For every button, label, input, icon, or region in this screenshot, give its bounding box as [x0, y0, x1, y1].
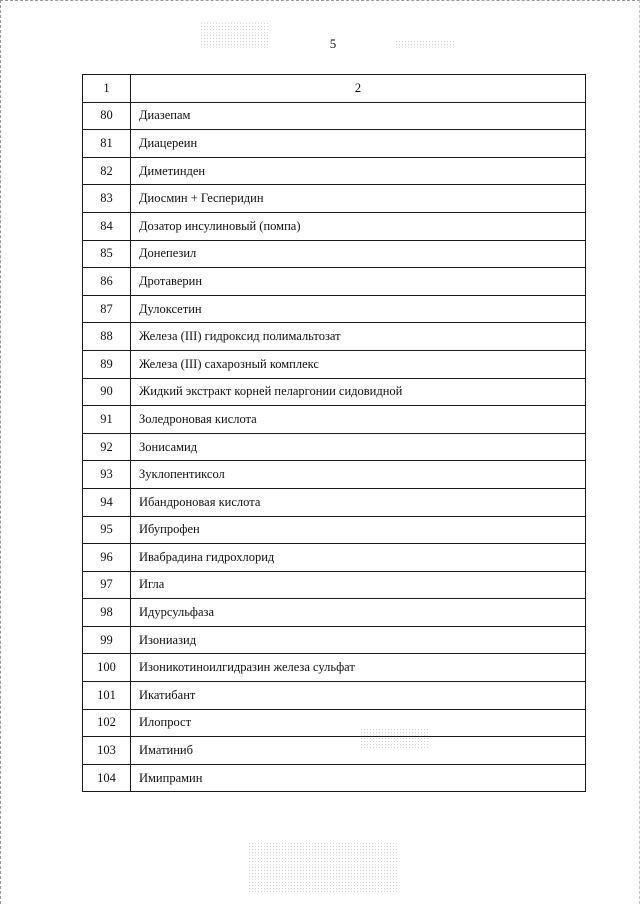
- row-number: 80: [83, 102, 131, 130]
- row-number: 97: [83, 571, 131, 599]
- table-row: [83, 682, 586, 710]
- row-name: Икатибант: [131, 682, 586, 710]
- row-name: Дротаверин: [131, 268, 586, 296]
- row-name: Изониазид: [131, 626, 586, 654]
- table-row: [83, 102, 586, 130]
- table-row: [83, 516, 586, 544]
- row-name: Зонисамид: [131, 433, 586, 461]
- row-name: Золедроновая кислота: [131, 406, 586, 434]
- row-name: Идурсульфаза: [131, 599, 586, 627]
- table-body: [83, 102, 586, 792]
- scan-noise: [248, 842, 398, 892]
- row-number: 81: [83, 130, 131, 158]
- row-number: 82: [83, 157, 131, 185]
- row-number: 87: [83, 295, 131, 323]
- row-number: 94: [83, 488, 131, 516]
- row-number: 95: [83, 516, 131, 544]
- table-row: [83, 626, 586, 654]
- row-number: 96: [83, 544, 131, 572]
- row-name: Жидкий экстракт корней пеларгонии сидовидной: [131, 378, 586, 406]
- table-row: [83, 654, 586, 682]
- row-number: 102: [83, 709, 131, 737]
- items-table: [82, 74, 586, 792]
- row-name: Ибандроновая кислота: [131, 488, 586, 516]
- table-row: [83, 130, 586, 158]
- row-name: Диметинден: [131, 157, 586, 185]
- table-row: [83, 737, 586, 765]
- row-name: Игла: [131, 571, 586, 599]
- row-name: Ивабрадина гидрохлорид: [131, 544, 586, 572]
- table-row: [83, 488, 586, 516]
- table-row: [83, 185, 586, 213]
- row-number: 84: [83, 212, 131, 240]
- table-row: [83, 350, 586, 378]
- table-row: [83, 709, 586, 737]
- page-number: 5: [329, 36, 337, 51]
- row-name: Железа (III) гидроксид полимальтозат: [131, 323, 586, 351]
- row-number: 89: [83, 350, 131, 378]
- row-name: Диосмин + Гесперидин: [131, 185, 586, 213]
- row-number: 88: [83, 323, 131, 351]
- row-number: 85: [83, 240, 131, 268]
- table-row: [83, 544, 586, 572]
- row-name: Железа (III) сахарозный комплекс: [131, 350, 586, 378]
- header-col-name: 2: [131, 75, 586, 103]
- table-row: [83, 461, 586, 489]
- row-number: 90: [83, 378, 131, 406]
- table-header-row: [83, 75, 586, 103]
- table-row: [83, 599, 586, 627]
- row-number: 103: [83, 737, 131, 765]
- row-name: Иматиниб: [131, 737, 586, 765]
- row-number: 104: [83, 764, 131, 792]
- row-name: Имипрамин: [131, 764, 586, 792]
- row-number: 93: [83, 461, 131, 489]
- table-row: [83, 212, 586, 240]
- table-row: [83, 240, 586, 268]
- row-name: Зуклопентиксол: [131, 461, 586, 489]
- row-number: 101: [83, 682, 131, 710]
- row-number: 100: [83, 654, 131, 682]
- row-name: Диазепам: [131, 102, 586, 130]
- table-row: [83, 378, 586, 406]
- table-row: [83, 406, 586, 434]
- row-name: Дулоксетин: [131, 295, 586, 323]
- row-number: 92: [83, 433, 131, 461]
- row-number: 91: [83, 406, 131, 434]
- table-row: [83, 157, 586, 185]
- row-number: 99: [83, 626, 131, 654]
- row-name: Диацереин: [131, 130, 586, 158]
- row-name: Изоникотиноилгидразин железа сульфат: [131, 654, 586, 682]
- table-row: [83, 433, 586, 461]
- row-name: Илопрост: [131, 709, 586, 737]
- row-number: 86: [83, 268, 131, 296]
- table-row: [83, 268, 586, 296]
- row-number: 83: [83, 185, 131, 213]
- row-name: Донепезил: [131, 240, 586, 268]
- row-number: 98: [83, 599, 131, 627]
- header-col-number: 1: [83, 75, 131, 103]
- table-row: [83, 764, 586, 792]
- items-table-container: [82, 74, 585, 792]
- table-row: [83, 295, 586, 323]
- row-name: Ибупрофен: [131, 516, 586, 544]
- table-row: [83, 571, 586, 599]
- table-row: [83, 323, 586, 351]
- row-name: Дозатор инсулиновый (помпа): [131, 212, 586, 240]
